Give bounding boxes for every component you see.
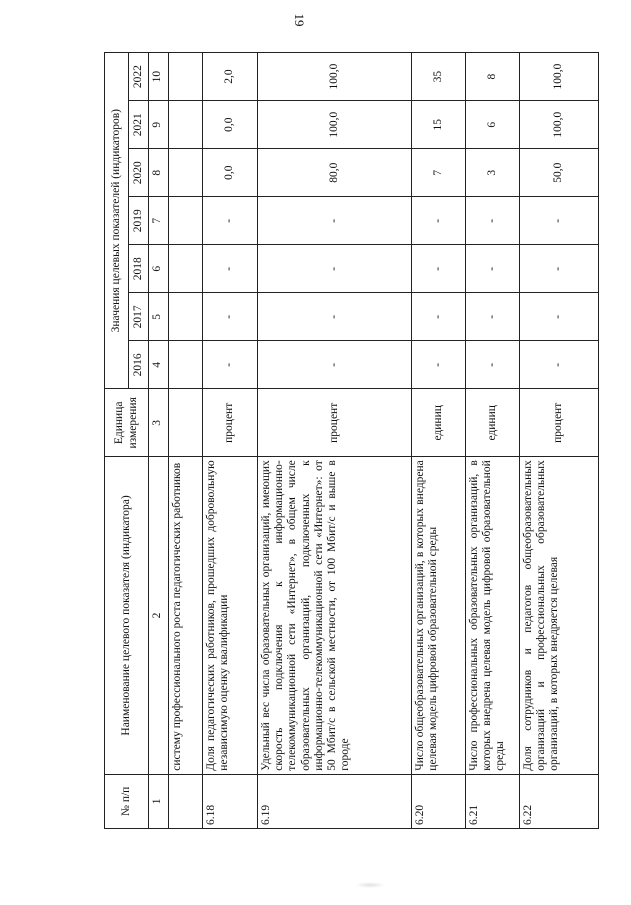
row-value: -: [258, 197, 412, 245]
index-cell: 9: [149, 101, 169, 149]
index-cell: 4: [149, 341, 169, 389]
row-value: -: [412, 341, 466, 389]
row-value: -: [520, 341, 599, 389]
row-value: [169, 101, 203, 149]
scan-smudge: [355, 882, 385, 888]
indicators-table: [104, 52, 599, 829]
row-value: -: [520, 293, 599, 341]
row-value: [169, 53, 203, 101]
row-unit: [169, 389, 203, 457]
index-cell: 5: [149, 293, 169, 341]
row-value: -: [520, 245, 599, 293]
table-row: [169, 53, 203, 829]
table-row: [466, 53, 520, 829]
row-value: -: [258, 341, 412, 389]
header-values-group: Значения целевых показателей (индикаторов): [105, 53, 129, 389]
row-unit: процент: [520, 389, 599, 457]
row-value: 50,0: [520, 149, 599, 197]
header-year: 2019: [129, 197, 149, 245]
page-number: 19: [292, 13, 307, 27]
table-row: [258, 53, 412, 829]
row-value: [169, 149, 203, 197]
row-value: 35: [412, 53, 466, 101]
row-value: -: [520, 197, 599, 245]
row-unit: единиц: [412, 389, 466, 457]
index-cell: 3: [149, 389, 169, 457]
row-name: Число общеобразовательных организаций, в которых внедрена целевая модель цифровой образовательной среды: [412, 457, 466, 774]
header-row-top: [105, 53, 129, 829]
row-name: Удельный вес числа образовательных организаций, имеющих скорость подключения к информационно-телекоммуникационной сети «Интернет», в общем числе образовательных организаций, подключенных к информационно-телекоммуникационной сети «Интернет»: от 50 Мбит/с в сельской местности, от 100 Мбит/с и выше в городе: [258, 457, 412, 774]
row-name: Доля педагогических работников, прошедших добровольную независимую оценку квалификации: [203, 457, 258, 774]
row-unit: процент: [203, 389, 258, 457]
row-value: -: [203, 197, 258, 245]
rotated-table-content: [104, 52, 578, 829]
row-value: 7: [412, 149, 466, 197]
header-name: Наименование целевого показателя (индикатора): [105, 457, 149, 774]
row-value: 0,0: [203, 149, 258, 197]
index-cell: 1: [149, 774, 169, 828]
index-cell: 8: [149, 149, 169, 197]
row-num: 6.19: [258, 774, 412, 828]
row-value: -: [203, 245, 258, 293]
row-value: 100,0: [258, 101, 412, 149]
row-value: 100,0: [258, 53, 412, 101]
header-year: 2021: [129, 101, 149, 149]
row-value: -: [466, 197, 520, 245]
row-value: 8: [466, 53, 520, 101]
row-name: систему профессионального роста педагогических работников: [169, 457, 203, 774]
row-value: 80,0: [258, 149, 412, 197]
header-year: 2020: [129, 149, 149, 197]
row-num: 6.20: [412, 774, 466, 828]
row-value: -: [258, 293, 412, 341]
row-unit: единиц: [466, 389, 520, 457]
row-num: [169, 774, 203, 828]
row-value: 100,0: [520, 101, 599, 149]
header-year: 2018: [129, 245, 149, 293]
index-cell: 6: [149, 245, 169, 293]
row-value: -: [466, 293, 520, 341]
row-value: 6: [466, 101, 520, 149]
row-name: Число профессиональных образовательных организаций, в которых внедрена целевая модель цифровой образовательной среды: [466, 457, 520, 774]
row-value: 100,0: [520, 53, 599, 101]
header-num: № п/п: [105, 774, 149, 828]
row-value: 15: [412, 101, 466, 149]
index-row: [149, 53, 169, 829]
header-year: 2022: [129, 53, 149, 101]
row-value: 3: [466, 149, 520, 197]
row-value: [169, 197, 203, 245]
row-value: -: [203, 341, 258, 389]
row-value: [169, 293, 203, 341]
row-value: -: [203, 293, 258, 341]
header-year: 2016: [129, 341, 149, 389]
table-row: [412, 53, 466, 829]
table-row: [520, 53, 599, 829]
row-value: [169, 341, 203, 389]
row-value: -: [412, 245, 466, 293]
index-cell: 10: [149, 53, 169, 101]
row-value: -: [412, 293, 466, 341]
row-num: 6.18: [203, 774, 258, 828]
row-unit: процент: [258, 389, 412, 457]
row-value: 0,0: [203, 101, 258, 149]
row-num: 6.21: [466, 774, 520, 828]
index-cell: 2: [149, 457, 169, 774]
row-value: -: [258, 245, 412, 293]
rotated-table-area: [104, 52, 578, 829]
row-value: -: [412, 197, 466, 245]
row-value: 2,0: [203, 53, 258, 101]
index-cell: 7: [149, 197, 169, 245]
row-num: 6.22: [520, 774, 599, 828]
table-row: [203, 53, 258, 829]
row-value: -: [466, 341, 520, 389]
row-name: Доля сотрудников и педагогов общеобразовательных организаций и профессиональных образовательных организаций, в которых внедряется целевая: [520, 457, 599, 774]
row-value: [169, 245, 203, 293]
header-unit: Единица измерения: [105, 389, 149, 457]
row-value: -: [466, 245, 520, 293]
header-year: 2017: [129, 293, 149, 341]
